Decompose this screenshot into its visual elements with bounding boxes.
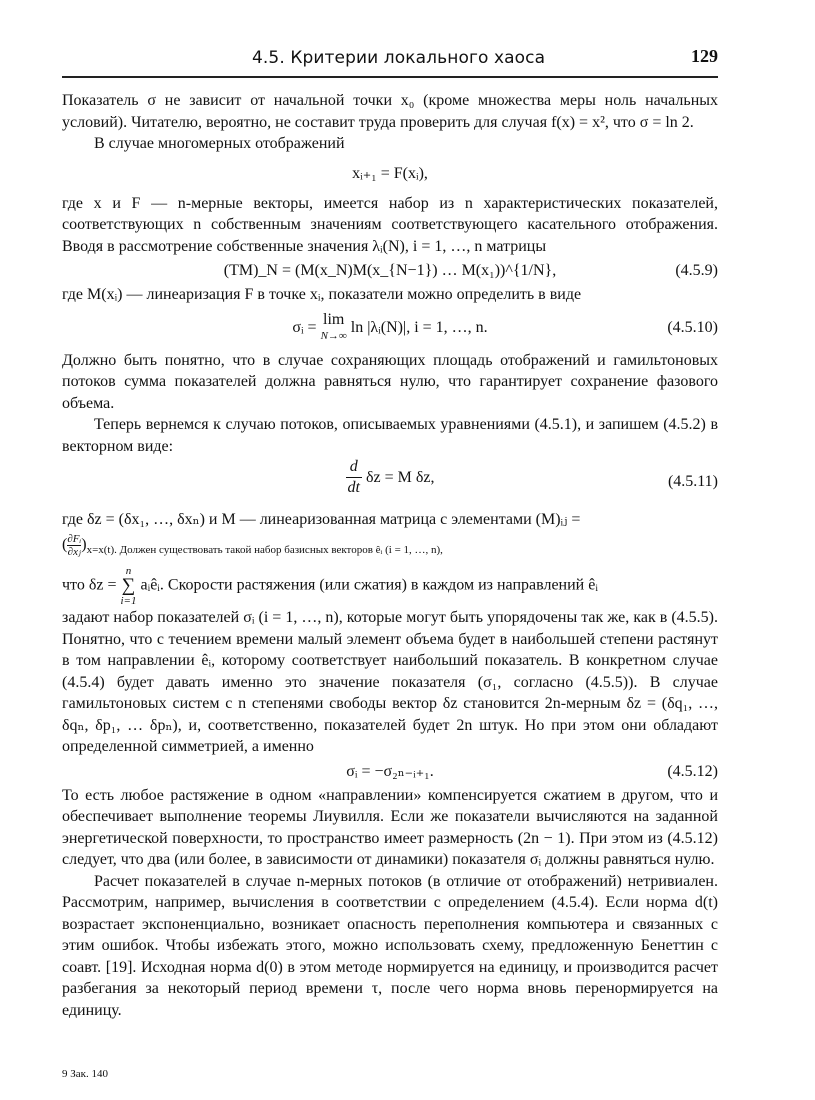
sum-symbol: ∑ (121, 575, 136, 597)
equation-map-body: xᵢ₊₁ = F(xᵢ), (352, 164, 428, 182)
equation-4-5-9 (62, 257, 718, 284)
equation-4-5-11-body (62, 457, 718, 498)
running-head (62, 46, 718, 72)
paragraph-7-line-1: где δz = (δx₁, …, δxₙ) и M — линеаризованная матрица с элементами (M)ᵢⱼ = (62, 511, 581, 528)
paragraph-7-line-3 (62, 565, 718, 607)
partial-denominator: ∂xⱼ (67, 545, 81, 558)
equation-4-5-11 (62, 457, 718, 509)
paragraph-9: Расчет показателей в случае n-мерных потоков (в отличие от отображений) нетривиален. Рассмотрим, например, вычисления в соответствии с определением (4.5.4). Если норма d(t) возрастает экспоненциально, возникает опасность переполнения компьютера и связанных с этим ошибок. Чтобы избежать этого, можно использовать схему, предложенную Бенеттин с соавт. [19]. Исходная норма d(0) в этом методе нормируется на единицу, и производится расчет разбегания за некоторый период времени τ, после чего норма вновь перенормируется на единицу. (62, 872, 718, 1019)
equation-4-5-11-rest: δz = M δz, (365, 469, 435, 486)
equation-4-5-10-number: (4.5.10) (667, 318, 718, 336)
sum-lower: i=1 (120, 595, 137, 608)
page-body (62, 90, 718, 1021)
paragraph-1: Показатель σ не зависит от начальной точки x₀ (кроме множества меры ноль начальных условий). Читателю, вероятно, не составит труда проверить для случая f(x) = x², что σ = ln 2. (62, 92, 718, 131)
paragraph-6: Теперь вернемся к случаю потоков, описываемых уравнениями (4.5.1), и запишем (4.5.2) в векторном виде: (62, 416, 718, 455)
paragraph-7-line-2: ( $\frac{\text{∂Fᵢ}}{\text{∂xⱼ}})_{x=x(t). Должен существовать такой набор базисных векторов êᵢ (i = 1, \dots, n),}$ (62, 532, 443, 558)
sum-suffix: aᵢêᵢ. Скорости растяжения (или сжатия) в каждом из направлений êᵢ (140, 576, 598, 594)
equation-4-5-12 (62, 758, 718, 785)
derivative-denominator: dt (347, 479, 360, 496)
paragraph-3: где x и F — n-мерные векторы, имеется набор из n характеристических показателей, соответствующих n собственным значениям соответствующего касательного отображения. Вводя в рассмотрение собственные значения λᵢ(N), i = 1, …, n матрицы (62, 194, 718, 255)
partial-numerator: ∂Fᵢ (67, 532, 82, 545)
limit-subscript: N→∞ (320, 329, 347, 342)
equation-4-5-10-left: σᵢ = (292, 318, 317, 336)
paragraph-5: Должно быть понятно, что в случае сохраняющих площадь отображений и гамильтоновых потоков сумма показателей должна равняться нулю, что гарантирует сохранение фазового объема. (62, 351, 718, 412)
paragraph-4: где M(xᵢ) — линеаризация F в точке xᵢ, показатели можно определить в виде (62, 286, 582, 303)
paragraph-8: То есть любое растяжение в одном «направлении» компенсируется сжатием в другом, что и обеспечивает выполнение теоремы Лиувилля. Если же показатели вычисляются на заданной энергетической поверхности, то пространство имеет размерность (2n − 1). При этом из (4.5.12) следует, что два (или более, в зависимости от динамики) показателя σᵢ должны равняться нулю. (62, 786, 718, 869)
equation-map (62, 155, 718, 193)
sum-prefix: что δz = (62, 576, 117, 594)
equation-4-5-9-body: (TM)_N = (M(x_N)M(x_{N−1}) … M(x₁))^{1/N}, (223, 262, 557, 279)
equation-4-5-10-right: ln |λᵢ(N)|, i = 1, …, n. (350, 318, 488, 336)
sum-operator (121, 565, 137, 607)
equation-4-5-11-number: (4.5.11) (667, 473, 718, 490)
equation-4-5-12-body: σᵢ = −σ₂ₙ₋ᵢ₊₁. (346, 762, 434, 780)
page-number: 129 (691, 46, 718, 66)
equation-4-5-9-number: (4.5.9) (675, 262, 718, 279)
paragraph-7-rest: задают набор показателей σᵢ (i = 1, …, n), которые могут быть упорядочены так же, как в (4.5.5). Понятно, что с течением времени малый элемент объема будет в наибольшей степени растянут в том направлении êᵢ, которому соответствует наибольший показатель. В конкретном случае (4.5.4) будет давать именно это значение показателя (σ₁, согласно (4.5.5)). В случае гамильтоновых систем с n степенями свободы вектор δz становится 2n-мерным δz = (δq₁, …, δqₙ, δp₁, … δpₙ), и, соответственно, показателей будет 2n штук. Но при этом они обладают определенной симметрией, а именно (62, 609, 718, 756)
sum-upper: n (125, 565, 132, 578)
header-rule (62, 76, 718, 78)
partial-fraction (67, 533, 81, 558)
limit-word: lim (323, 310, 345, 328)
derivative-fraction (346, 457, 362, 498)
equation-4-5-10-body (62, 306, 718, 350)
print-signature: 9 Зак. 140 (62, 1068, 108, 1080)
derivative-numerator: d (346, 457, 362, 478)
partial-subscript: x=x(t). Должен существовать такой набор базисных векторов êᵢ (i = 1, …, n), (86, 543, 443, 556)
equation-4-5-10 (62, 306, 718, 350)
limit-operator (321, 312, 347, 344)
paragraph-2: В случае многомерных отображений (94, 135, 345, 152)
section-title: 4.5. Критерии локального хаоса (252, 48, 546, 68)
equation-4-5-12-number: (4.5.12) (667, 762, 718, 780)
